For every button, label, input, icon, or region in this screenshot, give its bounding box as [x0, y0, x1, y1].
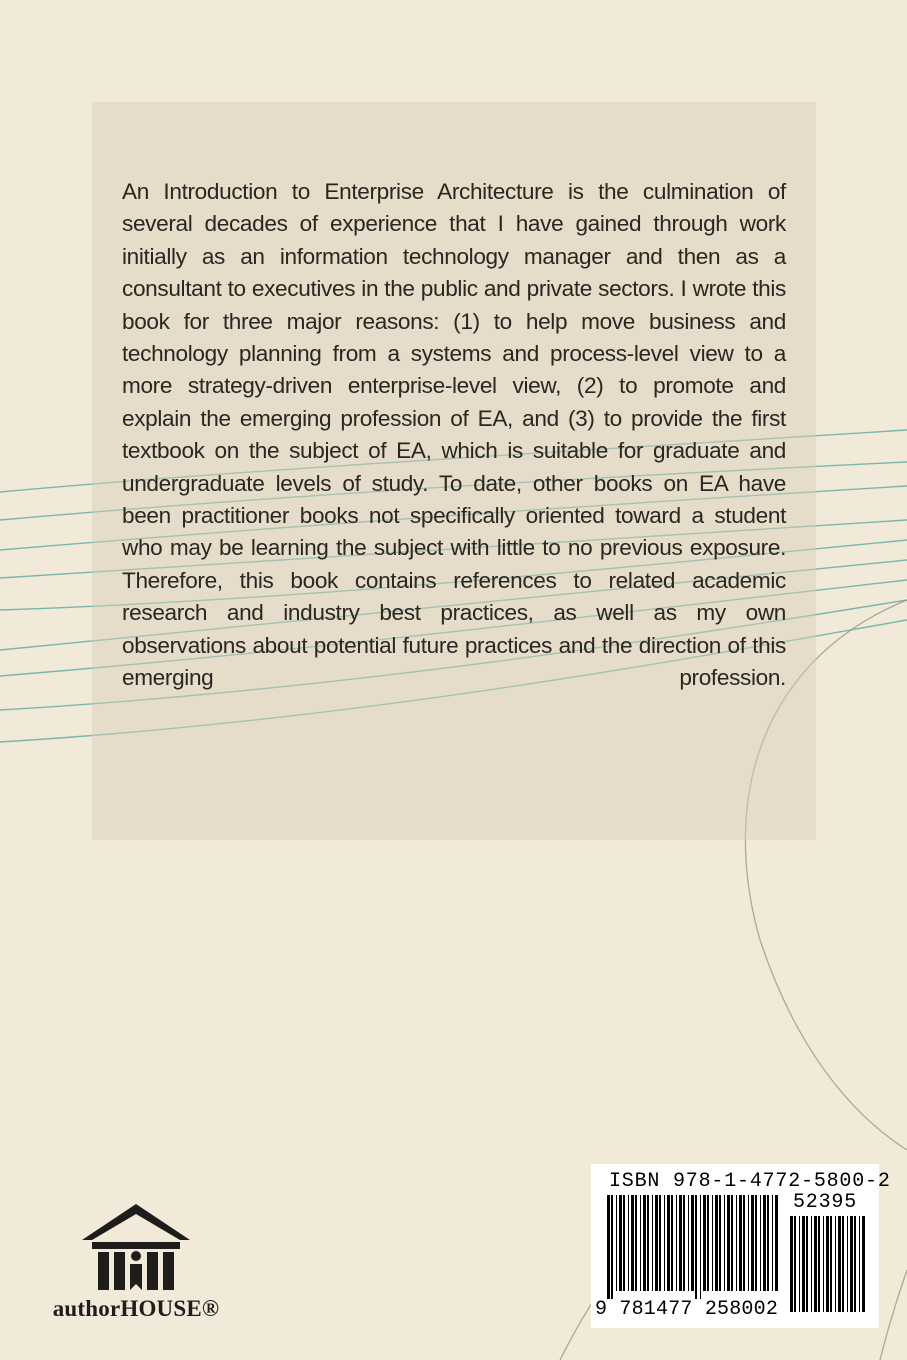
- barcode-bar: [794, 1216, 796, 1312]
- barcode-bar: [707, 1195, 709, 1291]
- barcode-bar: [667, 1195, 670, 1291]
- muted-curve: [880, 1270, 907, 1360]
- barcode-bar: [838, 1216, 841, 1312]
- barcode-bar: [806, 1216, 808, 1312]
- barcode-bar: [695, 1195, 697, 1299]
- back-cover-blurb: An Introduction to Enterprise Architecture is the culmination of several decades of experience that I have gained through work initially as an information technology manager and then as a consultant to executives in the public and private sectors. I wrote this book for three major reasons: (1) to help move business and technology planning from a systems and process-level view to a more strategy-driven enterprise-level view, (2) to promote and explain the emerging profession of EA, and (3) to provide the first textbook on the subject of EA, which is suitable for graduate and undergraduate levels of study. To date, other books on EA have been practitioner books not specifically oriented toward a student who may be learning the subject with little to no previous exposure. Therefore, this book contains references to related academic research and industry best practices, as well as my own observations about potential future practices and the direction of this emerging profession.: [122, 179, 786, 691]
- barcode-bar: [811, 1216, 812, 1312]
- barcode-bar: [775, 1195, 778, 1291]
- barcode-bar: [715, 1195, 718, 1291]
- barcode-bar: [676, 1195, 677, 1291]
- barcode-price-code: 52395: [793, 1191, 858, 1214]
- house-columns-logo-icon: [76, 1200, 196, 1296]
- publisher-logo: [36, 1200, 236, 1330]
- barcode-bar: [814, 1216, 817, 1312]
- barcode-bar: [628, 1195, 629, 1291]
- barcode-bar: [619, 1195, 622, 1291]
- barcode-bar: [859, 1216, 860, 1312]
- barcode-bar: [751, 1195, 754, 1291]
- barcode-bars: [607, 1195, 779, 1299]
- barcode-bar: [616, 1195, 617, 1291]
- ean-digits: 9 781477 258002: [595, 1298, 779, 1321]
- barcode-bar: [736, 1195, 737, 1291]
- barcode-bar: [700, 1195, 701, 1299]
- isbn-barcode: [591, 1164, 891, 1328]
- barcode-addon-bars: [790, 1216, 866, 1320]
- barcode-bar: [647, 1195, 649, 1291]
- barcode-bar: [748, 1195, 749, 1291]
- barcode-bar: [802, 1216, 805, 1312]
- barcode-bar: [727, 1195, 730, 1291]
- barcode-bar: [671, 1195, 673, 1291]
- barcode-bar: [743, 1195, 745, 1291]
- isbn-label: ISBN 978-1-4772-5800-2: [609, 1170, 891, 1193]
- barcode-bar: [835, 1216, 836, 1312]
- barcode-bar: [772, 1195, 773, 1291]
- barcode-bar: [830, 1216, 832, 1312]
- barcode-bar: [842, 1216, 844, 1312]
- barcode-bar: [763, 1195, 766, 1291]
- barcode-bar: [679, 1195, 682, 1291]
- barcode-bar: [767, 1195, 769, 1291]
- barcode-bar: [607, 1195, 610, 1299]
- barcode-bar: [659, 1195, 661, 1291]
- barcode-bar: [683, 1195, 685, 1291]
- barcode-bar: [664, 1195, 665, 1291]
- barcode-bar: [823, 1216, 824, 1312]
- barcode-bar: [799, 1216, 800, 1312]
- barcode-bar: [652, 1195, 653, 1291]
- barcode-bar: [719, 1195, 721, 1291]
- barcode-bar: [691, 1195, 694, 1291]
- barcode-bar: [655, 1195, 658, 1291]
- barcode-bar: [731, 1195, 733, 1291]
- barcode-bar: [703, 1195, 706, 1291]
- barcode-bar: [611, 1195, 613, 1299]
- barcode-bar: [854, 1216, 856, 1312]
- barcode-bar: [847, 1216, 848, 1312]
- barcode-bar: [712, 1195, 713, 1291]
- publisher-wordmark: authorHOUSE®: [52, 1296, 220, 1321]
- barcode-bar: [739, 1195, 742, 1291]
- barcode-bar: [862, 1216, 865, 1312]
- barcode-bar: [818, 1216, 820, 1312]
- barcode-bar: [623, 1195, 625, 1291]
- barcode-bar: [635, 1195, 637, 1291]
- barcode-bar: [640, 1195, 641, 1291]
- barcode-bar: [826, 1216, 829, 1312]
- barcode-bar: [790, 1216, 793, 1312]
- barcode-bar: [724, 1195, 725, 1291]
- barcode-bar: [643, 1195, 646, 1291]
- barcode-bar: [755, 1195, 757, 1291]
- barcode-bar: [760, 1195, 761, 1291]
- barcode-bar: [850, 1216, 853, 1312]
- barcode-bar: [688, 1195, 689, 1291]
- barcode-bar: [631, 1195, 634, 1291]
